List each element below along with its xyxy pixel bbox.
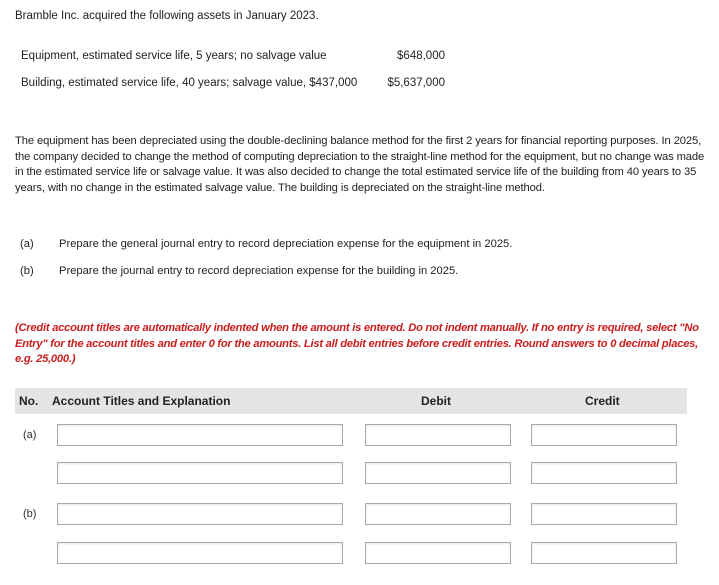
asset-value: $648,000 (397, 50, 445, 62)
problem-description: The equipment has been depreciated using the double-declining balance method for the first 2 years for financial reporting purposes. In 2025, the company decided to change the method of computing depreciation to the straight-line method for the equipment, but no change was made in the estimated service life or salvage value. It was also decided to change the total estimated service life of the building from 40 years to 35 years, with no change in the estimated salvage value. The building is depreciated on the straight-line method. (15, 135, 705, 194)
account-title-input[interactable] (57, 462, 343, 484)
asset-label: Equipment, estimated service life, 5 years; no salvage value (21, 50, 327, 62)
account-title-input[interactable] (57, 503, 343, 525)
credit-input[interactable] (531, 542, 677, 564)
part-text: Prepare the general journal entry to record depreciation expense for the equipment in 2025. (59, 238, 513, 250)
part-text: Prepare the journal entry to record depreciation expense for the building in 2025. (59, 265, 459, 277)
row-label-a: (a) (23, 429, 37, 441)
debit-input[interactable] (365, 542, 511, 564)
header-debit: Debit (421, 394, 451, 408)
intro-text: Bramble Inc. acquired the following assets in January 2023. (15, 10, 319, 22)
asset-label: Building, estimated service life, 40 years; salvage value, $437,000 (21, 77, 358, 89)
credit-input[interactable] (531, 462, 677, 484)
credit-input[interactable] (531, 424, 677, 446)
asset-row-building (21, 77, 451, 93)
entry-instructions: (Credit account titles are automatically indented when the amount is entered. Do not indent manually. If no entry is required, select "No Entry" for the account titles and enter 0 for the amounts. List all debit entries before credit entries. Round answers to 0 decimal places, e.g. 25,000.) (15, 322, 699, 365)
part-letter: (a) (20, 238, 34, 250)
part-letter: (b) (20, 265, 34, 277)
account-title-input[interactable] (57, 424, 343, 446)
asset-row-equipment (21, 50, 451, 66)
part-a (20, 238, 670, 254)
debit-input[interactable] (365, 503, 511, 525)
row-label-b: (b) (23, 508, 37, 520)
header-account: Account Titles and Explanation (52, 394, 231, 408)
debit-input[interactable] (365, 462, 511, 484)
journal-table-header (15, 388, 687, 414)
header-no: No. (19, 394, 39, 408)
asset-value: $5,637,000 (387, 77, 445, 89)
header-credit: Credit (585, 394, 620, 408)
part-b (20, 265, 670, 281)
debit-input[interactable] (365, 424, 511, 446)
account-title-input[interactable] (57, 542, 343, 564)
credit-input[interactable] (531, 503, 677, 525)
